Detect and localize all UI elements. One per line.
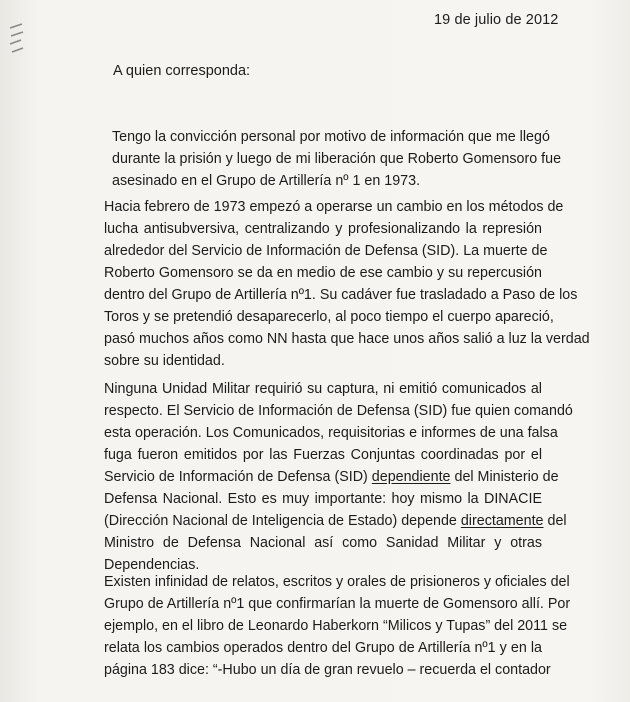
paragraph-line: Defensa Nacional. Esto es muy importante: hoy mismo la DINACIE [104,491,542,507]
paragraph-line: pasó muchos años como NN hasta que hace unos años salió a luz la verdad [104,331,590,347]
paragraph-line: Toros y se pretendió desaparecerlo, al poco tiempo el cuerpo apareció, [104,309,554,325]
paragraph-2 [104,196,590,372]
staple-mark-icon [8,22,26,56]
letter-date: 19 de julio de 2012 [434,12,559,28]
paragraph-4 [104,571,571,681]
paragraph-line: asesinado en el Grupo de Artillería nº 1 en 1973. [112,173,421,189]
letter-salutation: A quien corresponda: [113,63,251,79]
paragraph-line: página 183 dice: “-Hubo un día de gran revuelo – recuerda el contador [104,662,551,678]
paragraph-line: fuga fueron emitidos por las Fuerzas Conjuntas coordinadas por el [104,447,542,463]
paragraph-line: ejemplo, en el libro de Leonardo Haberkorn “Milicos y Tupas” del 2011 se [104,618,568,634]
paragraph-line-underlined: (Dirección Nacional de Inteligencia de Estado) depende directamente del [104,513,567,529]
paragraph-line: respecto. El Servicio de Información de Defensa (SID) fue quien comandó [104,403,573,419]
paragraph-3 [104,378,573,576]
paragraph-line: Hacia febrero de 1973 empezó a operarse un cambio en los métodos de [104,199,564,215]
paragraph-line: Dependencias. [104,557,200,573]
paragraph-line: alrededor del Servicio de Información de Defensa (SID). La muerte de [104,243,548,259]
paragraph-line-underlined: Servicio de Información de Defensa (SID) dependiente del Ministerio de [104,469,559,485]
paragraph-line: relata los cambios operados dentro del Grupo de Artillería nº1 y en la [104,640,542,656]
paragraph-line: esta operación. Los Comunicados, requisitorias e informes de una falsa [104,425,558,441]
paragraph-line: Existen infinidad de relatos, escritos y orales de prisioneros y oficiales del [104,574,570,590]
paragraph-line: Grupo de Artillería nº1 que confirmarían la muerte de Gomensoro allí. Por [104,596,571,612]
paragraph-1 [112,126,562,192]
paragraph-line: Roberto Gomensoro se da en medio de ese cambio y su repercusión [104,265,542,281]
paragraph-line: durante la prisión y luego de mi liberación que Roberto Gomensoro fue [112,151,562,167]
paragraph-line: Tengo la convicción personal por motivo de información que me llegó [112,129,550,145]
paragraph-line: lucha antisubversiva, centralizando y profesionalizando la represión [104,221,542,237]
paragraph-line: sobre su identidad. [104,353,225,369]
paragraph-line: Ninguna Unidad Militar requirió su captura, ni emitió comunicados al [104,381,542,397]
paragraph-line: Ministro de Defensa Nacional así como Sanidad Militar y otras [104,535,542,551]
paragraph-line: dentro del Grupo de Artillería nº1. Su cadáver fue trasladado a Paso de los [104,287,578,303]
